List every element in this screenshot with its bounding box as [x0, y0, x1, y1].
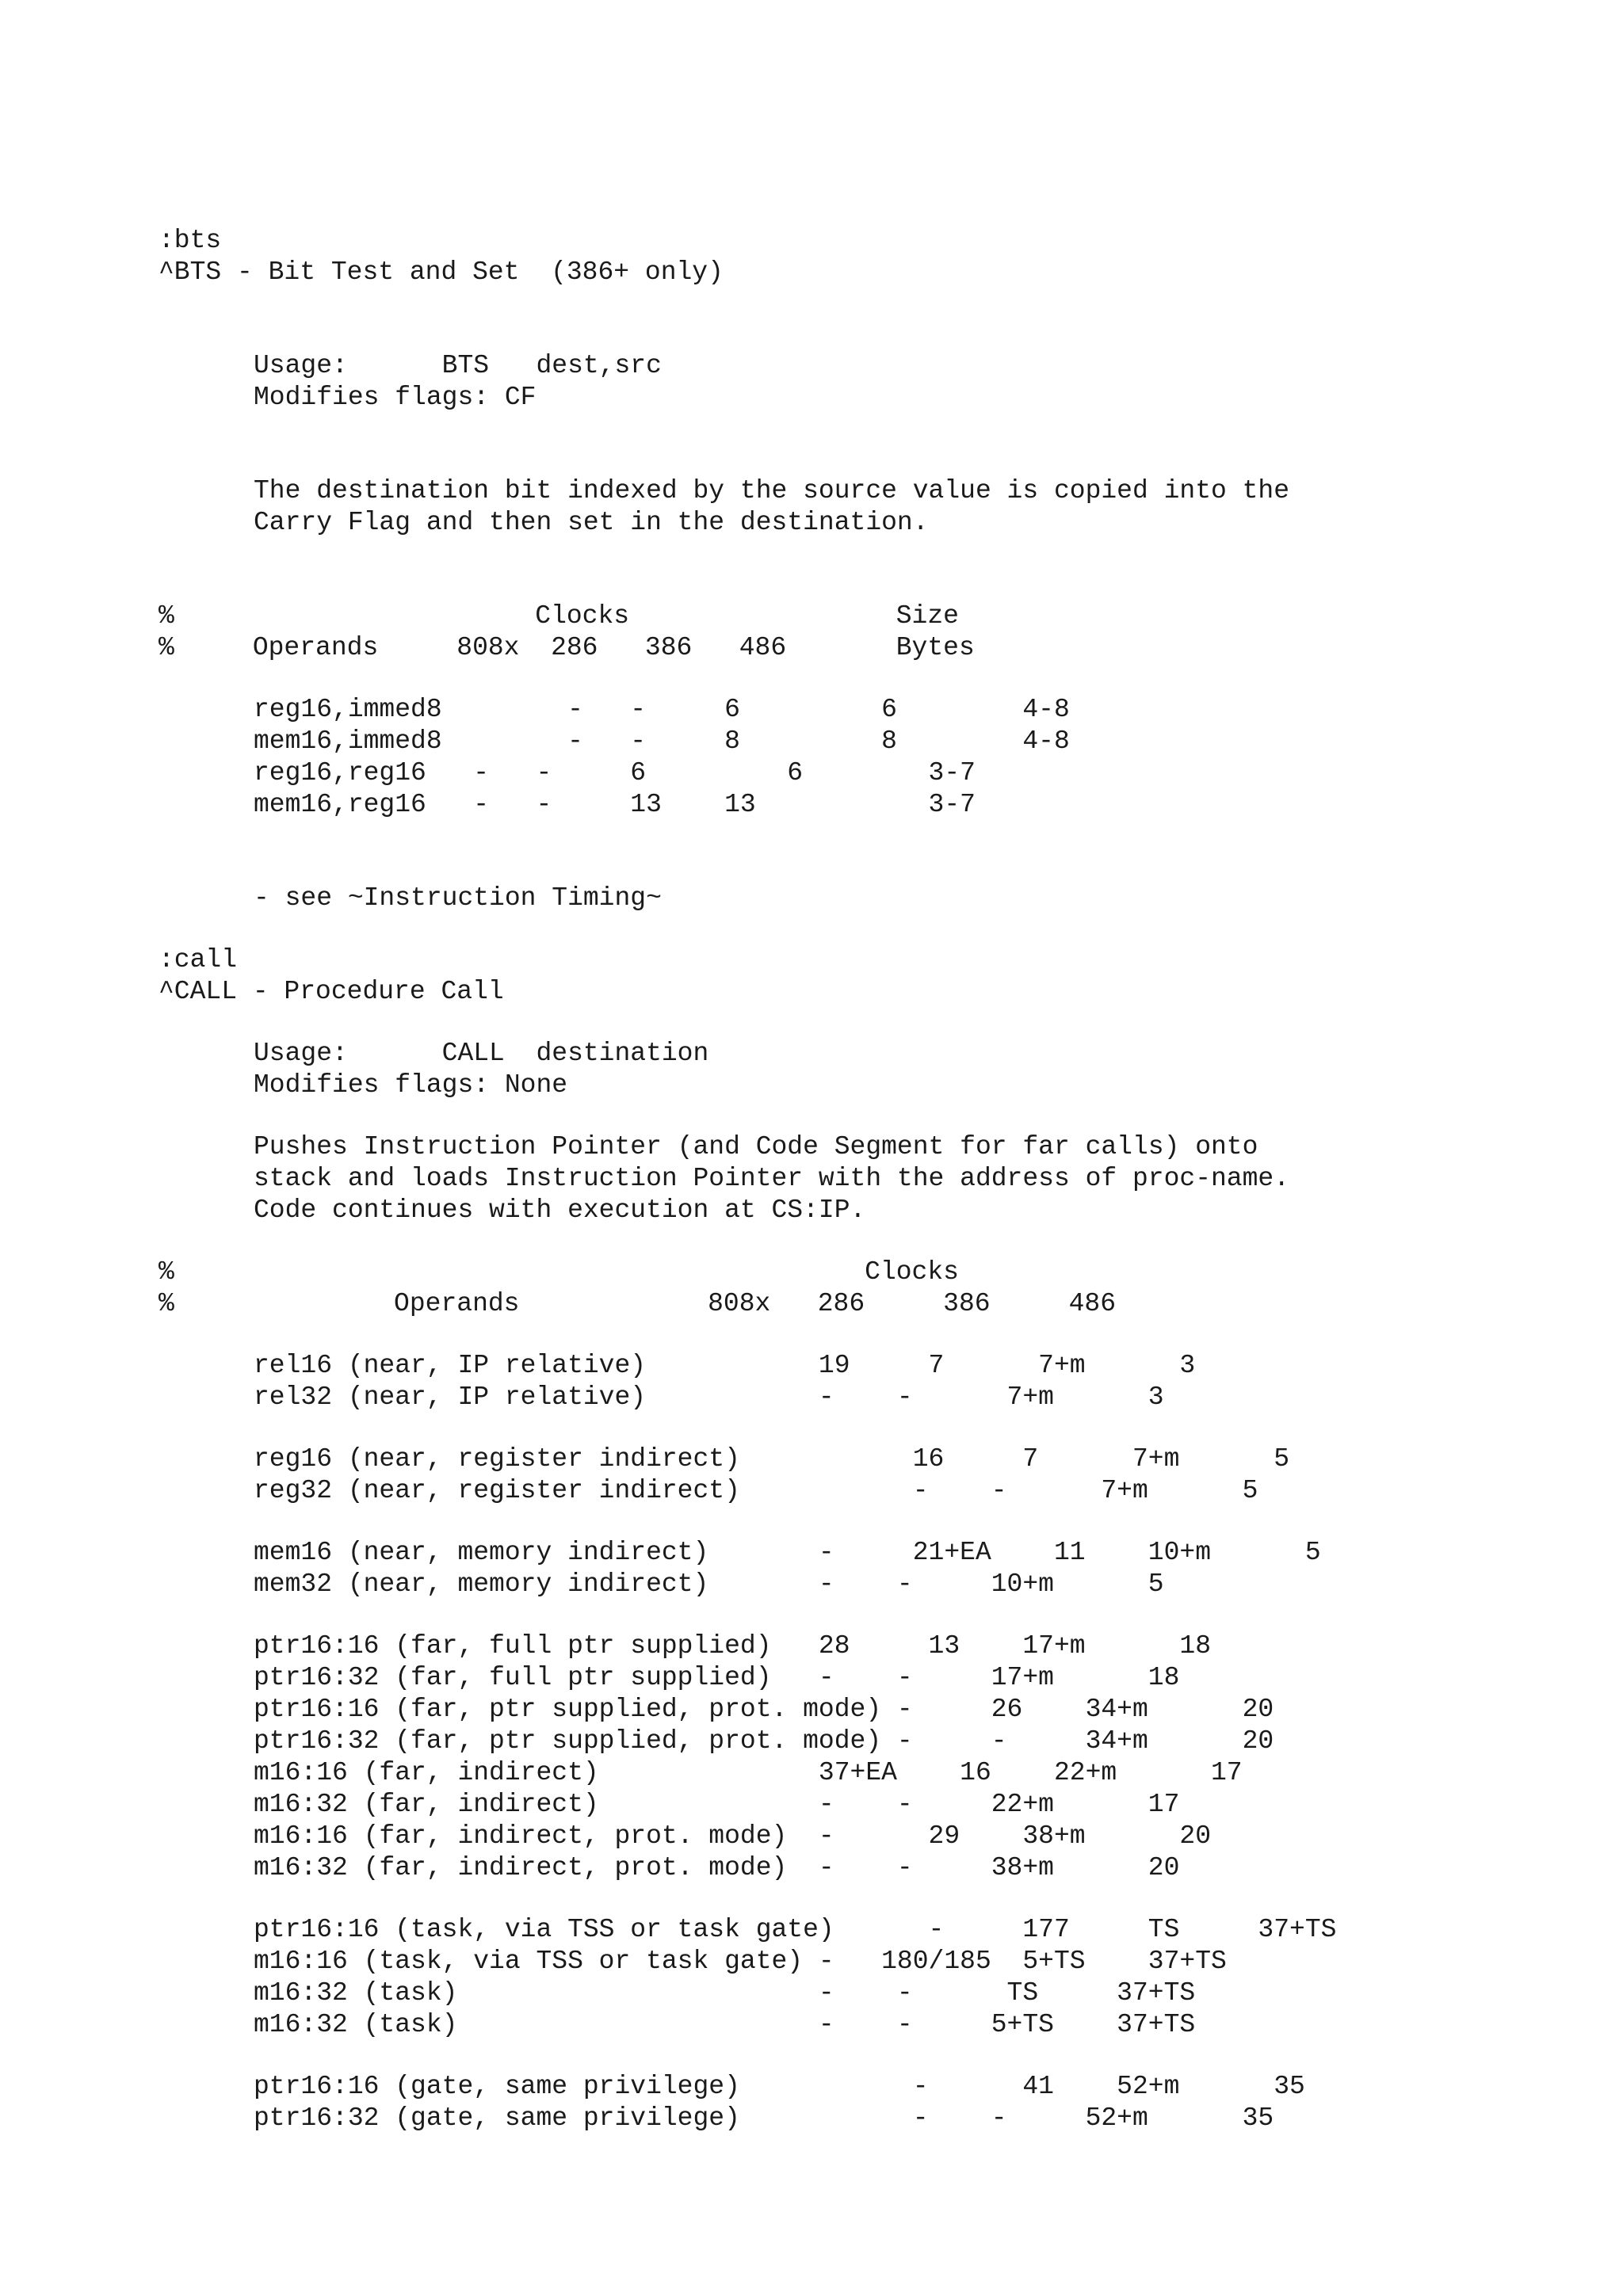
call-topic-tag: :call	[158, 945, 238, 974]
call-table-row: mem16 (near, memory indirect) - 21+EA 11 10+m 5	[254, 1538, 1321, 1567]
bts-table-row: mem16,immed8 - - 8 8 4-8	[254, 727, 1070, 756]
call-table-row: m16:16 (far, indirect, prot. mode) - 29 38+m 20	[254, 1821, 1211, 1851]
call-table-row: ptr16:32 (far, ptr supplied, prot. mode) - - 34+m 20	[254, 1726, 1274, 1756]
call-heading: ^CALL - Procedure Call	[158, 977, 504, 1006]
bts-description-line: Carry Flag and then set in the destination.	[254, 508, 929, 537]
call-table-row: m16:32 (far, indirect, prot. mode) - - 38+m 20	[254, 1853, 1180, 1882]
call-table-header: % Clocks	[158, 1257, 959, 1287]
call-usage: Usage: CALL destination	[254, 1039, 709, 1068]
bts-table-row: mem16,reg16 - - 13 13 3-7	[254, 790, 976, 819]
call-table-row: m16:32 (far, indirect) - - 22+m 17	[254, 1790, 1180, 1819]
call-table-row: ptr16:16 (far, ptr supplied, prot. mode) - 26 34+m 20	[254, 1695, 1274, 1724]
bts-usage: Usage: BTS dest,src	[254, 351, 662, 380]
call-modifies-flags: Modifies flags: None	[254, 1070, 568, 1100]
bts-modifies-flags: Modifies flags: CF	[254, 383, 537, 412]
bts-see-link: - see ~Instruction Timing~	[254, 883, 662, 913]
call-table-row: ptr16:16 (task, via TSS or task gate) - 177 TS 37+TS	[254, 1915, 1337, 1944]
bts-heading: ^BTS - Bit Test and Set (386+ only)	[158, 257, 724, 287]
call-table-row: reg32 (near, register indirect) - - 7+m 5	[254, 1476, 1258, 1505]
bts-topic-tag: :bts	[158, 226, 222, 255]
bts-table-header: % Operands 808x 286 386 486 Bytes	[158, 633, 975, 662]
call-table-row: ptr16:16 (far, full ptr supplied) 28 13 17+m 18	[254, 1631, 1211, 1661]
call-table-row: ptr16:32 (far, full ptr supplied) - - 17+m 18	[254, 1663, 1180, 1692]
call-table-row: rel32 (near, IP relative) - - 7+m 3	[254, 1383, 1164, 1412]
call-table-row: reg16 (near, register indirect) 16 7 7+m 5	[254, 1444, 1290, 1474]
call-table-row: m16:32 (task) - - TS 37+TS	[254, 1978, 1196, 2008]
call-table-row: ptr16:16 (gate, same privilege) - 41 52+m 35	[254, 2072, 1305, 2101]
bts-description-line: The destination bit indexed by the source value is copied into the	[254, 476, 1290, 505]
call-table-row: m16:32 (task) - - 5+TS 37+TS	[254, 2010, 1196, 2039]
call-table-row: mem32 (near, memory indirect) - - 10+m 5	[254, 1569, 1164, 1599]
call-description-line: Pushes Instruction Pointer (and Code Segment for far calls) onto	[254, 1132, 1258, 1161]
call-description-line: Code continues with execution at CS:IP.	[254, 1196, 866, 1225]
call-table-row: m16:16 (task, via TSS or task gate) - 180/185 5+TS 37+TS	[254, 1947, 1227, 1976]
call-table-header: % Operands 808x 286 386 486	[158, 1289, 1116, 1318]
call-table-row: ptr16:32 (gate, same privilege) - - 52+m 35	[254, 2103, 1274, 2133]
call-table-row: m16:16 (far, indirect) 37+EA 16 22+m 17	[254, 1758, 1243, 1787]
bts-table-row: reg16,immed8 - - 6 6 4-8	[254, 695, 1070, 724]
call-table-row: rel16 (near, IP relative) 19 7 7+m 3	[254, 1351, 1196, 1380]
call-description-line: stack and loads Instruction Pointer with the address of proc-name.	[254, 1164, 1290, 1193]
bts-table-header: % Clocks Size	[158, 601, 959, 631]
bts-table-row: reg16,reg16 - - 6 6 3-7	[254, 758, 976, 788]
